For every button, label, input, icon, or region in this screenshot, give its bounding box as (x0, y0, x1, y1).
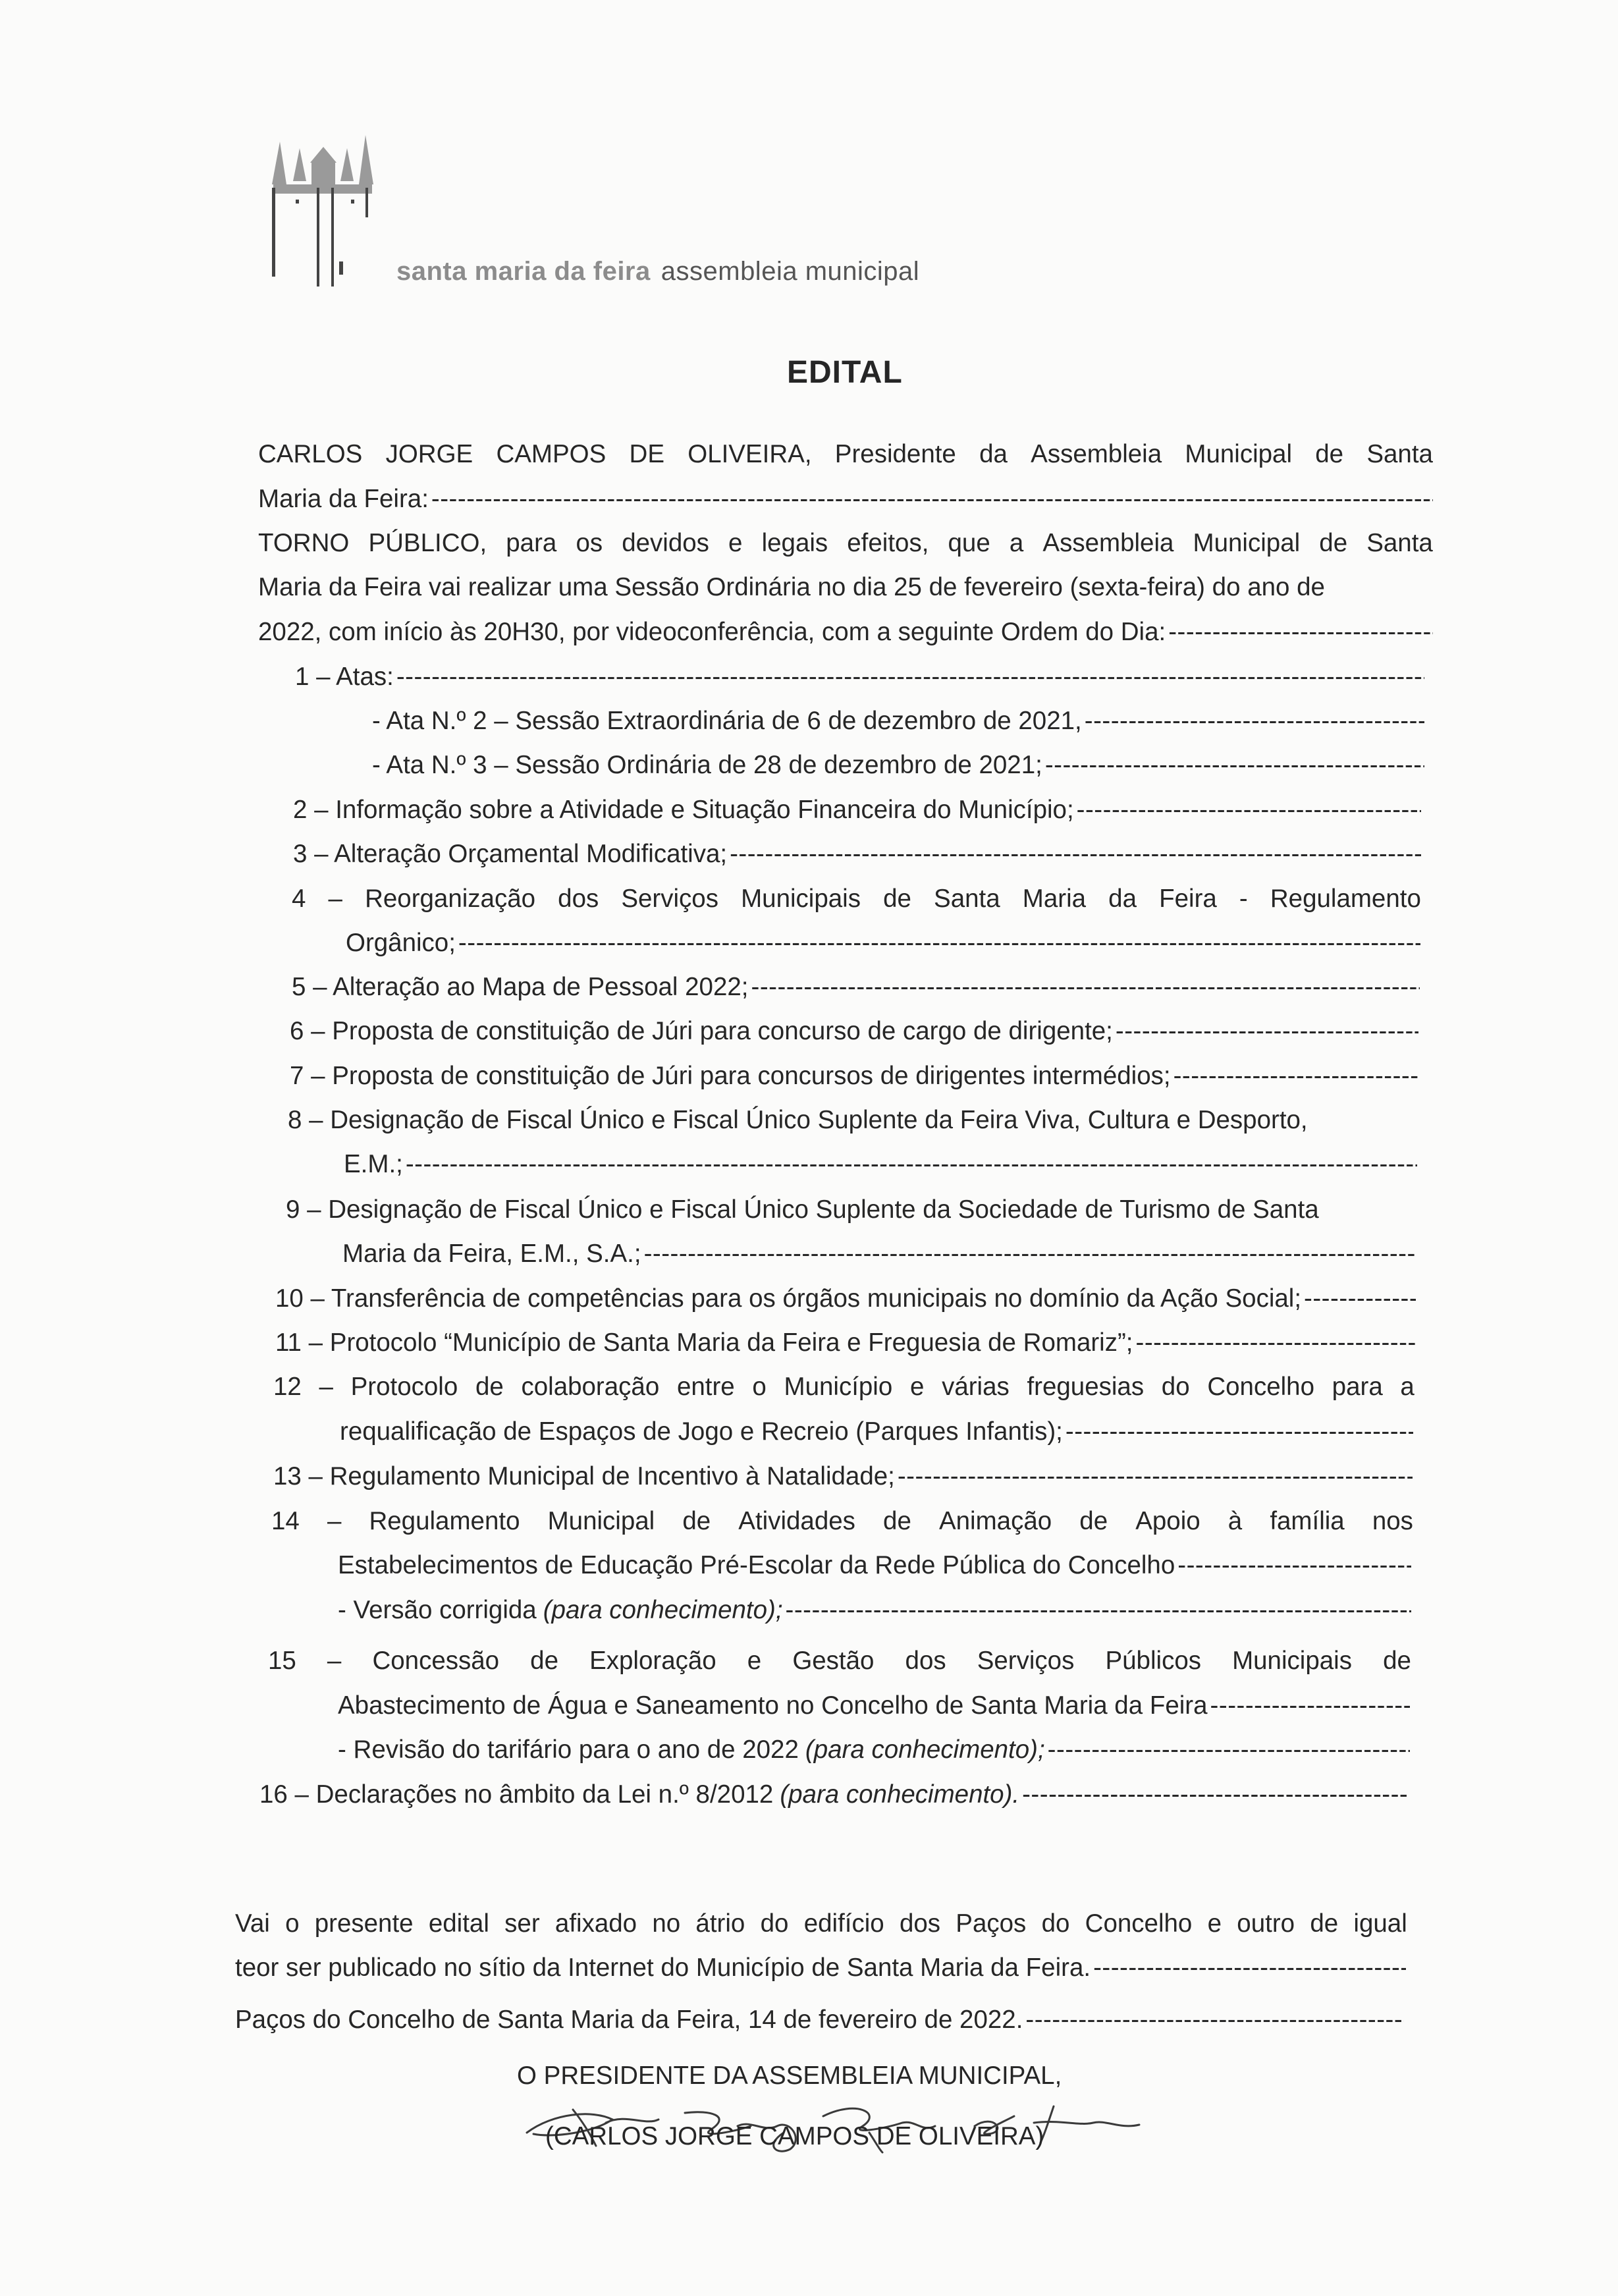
agenda-item-12-word: Município (784, 1373, 893, 1401)
intro-line-1-word: Assembleia (1031, 440, 1162, 468)
dash-leader (1177, 1549, 1411, 1582)
agenda-item-16 (259, 1778, 1409, 1811)
closing-line-1-word: Concelho (1085, 1909, 1193, 1938)
agenda-item-14-word: Animação (938, 1507, 1052, 1535)
agenda-item-10 (275, 1282, 1416, 1315)
intro-line-1-word: DE (629, 440, 665, 468)
agenda-item-15-word: Serviços (977, 1647, 1075, 1675)
closing-line-1-word: de (1310, 1909, 1339, 1938)
intro-line-3-word: para (506, 529, 557, 557)
intro-line-1-word: CARLOS (258, 440, 363, 468)
agenda-item-4-word: Feira (1159, 885, 1217, 913)
agenda-item-12-word: Protocolo (350, 1373, 458, 1401)
agenda-item-14-word: 14 (271, 1507, 300, 1535)
agenda-item-12-word: colaboração (521, 1373, 660, 1401)
closing-line-1-word: o (285, 1909, 300, 1938)
intro-line-4-text: Maria da Feira vai realizar uma Sessão Ordinária no dia 25 de fevereiro (sexta-feira) do ano de (258, 573, 1325, 601)
agenda-item-15-cont (338, 1689, 1410, 1722)
agenda-item-14-word: Regulamento (369, 1507, 520, 1535)
agenda-item-4-word: da (1108, 885, 1137, 913)
signatory-name: (CARLOS JORGE CAMPOS DE OLIVEIRA) (545, 2122, 1044, 2150)
dash-leader (1136, 1326, 1416, 1359)
dash-leader (730, 838, 1421, 871)
agenda-item-14-word: – (327, 1507, 342, 1535)
agenda-item-1-sub-1 (372, 705, 1424, 738)
agenda-item-14 (271, 1505, 1413, 1538)
closing-line-1-word: átrio (695, 1909, 745, 1938)
agenda-item-3-text: 3 – Alteração Orçamental Modificativa; (293, 840, 728, 868)
agenda-item-14-word: de (883, 1507, 911, 1535)
dash-leader (1093, 1952, 1406, 1984)
intro-line-3-word: legais (761, 529, 828, 557)
closing-line-1-word: Paços (956, 1909, 1027, 1938)
org-name-body: assembleia municipal (661, 257, 920, 286)
agenda-item-14-word: Atividades (738, 1507, 855, 1535)
intro-line-3-word: PÚBLICO, (368, 529, 487, 557)
agenda-item-14-word: nos (1372, 1507, 1413, 1535)
intro-line-3-word: os (576, 529, 603, 557)
org-name-city: santa maria da feira (396, 257, 651, 286)
agenda-item-12-cont (340, 1415, 1413, 1448)
intro-line-3 (258, 527, 1433, 560)
agenda-item-4-word: Regulamento (1270, 885, 1421, 913)
dash-leader (1168, 616, 1433, 649)
agenda-item-1 (295, 661, 1424, 694)
agenda-item-15-sub-text: - Revisão do tarifário para o ano de 2022 (338, 1736, 799, 1764)
agenda-item-14-word: de (682, 1507, 711, 1535)
signature-role: O PRESIDENTE DA ASSEMBLEIA MUNICIPAL, (517, 2062, 1062, 2090)
dash-leader (1173, 1060, 1418, 1093)
closing-line-1-word: igual (1353, 1909, 1407, 1938)
closing-line-1-word: Vai (235, 1909, 270, 1938)
intro-line-2-text: Maria da Feira: (258, 485, 429, 513)
intro-line-3-word: efeitos, (847, 529, 929, 557)
agenda-item-15-word: Gestão (792, 1647, 875, 1675)
agenda-item-11 (275, 1326, 1416, 1359)
agenda-item-8-cont-text: E.M.; (344, 1150, 403, 1178)
agenda-item-4-word: Serviços (621, 885, 718, 913)
intro-line-1-word: OLIVEIRA, (688, 440, 812, 468)
agenda-item-16-note: (para conhecimento). (780, 1780, 1020, 1809)
agenda-item-7 (290, 1060, 1418, 1093)
agenda-item-12-word: 12 (273, 1373, 302, 1401)
agenda-item-14-cont (338, 1549, 1411, 1582)
intro-line-1-word: Presidente (834, 440, 956, 468)
agenda-item-15-sub (338, 1734, 1410, 1766)
agenda-item-4-word: Municipais (741, 885, 861, 913)
intro-line-3-word: TORNO (258, 529, 350, 557)
intro-line-1 (258, 438, 1433, 471)
agenda-item-4-word: Reorganização (365, 885, 536, 913)
agenda-item-4-word: 4 (292, 885, 306, 913)
agenda-item-15-cont-text: Abastecimento de Água e Saneamento no Concelho de Santa Maria da Feira (338, 1691, 1208, 1720)
agenda-item-15-word: – (327, 1647, 342, 1675)
intro-line-3-word: Santa (1366, 529, 1433, 557)
agenda-item-15-sub-note: (para conhecimento); (805, 1736, 1045, 1764)
agenda-item-10-text: 10 – Transferência de competências para os órgãos municipais no domínio da Ação Social; (275, 1284, 1302, 1313)
dash-leader (786, 1594, 1411, 1627)
dash-leader (396, 661, 1424, 694)
agenda-item-15-word: Municipais (1232, 1647, 1352, 1675)
agenda-item-13 (273, 1460, 1413, 1493)
intro-line-4 (258, 571, 1433, 604)
agenda-item-12-word: do (1161, 1373, 1190, 1401)
closing-line-1-word: do (1041, 1909, 1070, 1938)
agenda-item-12-word: a (1400, 1373, 1415, 1401)
intro-line-1-word: JORGE (385, 440, 473, 468)
agenda-item-12-word: para (1332, 1373, 1383, 1401)
dash-leader (1077, 794, 1421, 827)
agenda-item-9-cont (342, 1238, 1416, 1271)
agenda-item-14-sub-note: (para conhecimento); (543, 1596, 783, 1624)
dash-leader (1116, 1015, 1418, 1048)
closing-line-1-word: ser (504, 1909, 540, 1938)
intro-line-5-text: 2022, com início às 20H30, por videoconferência, com a seguinte Ordem do Dia: (258, 618, 1166, 646)
dash-leader (458, 927, 1420, 960)
intro-line-3-word: a (1009, 529, 1024, 557)
closing-line-1-word: presente (314, 1909, 414, 1938)
agenda-item-12-word: o (752, 1373, 767, 1401)
intro-line-3-word: que (948, 529, 990, 557)
intro-line-1-word: de (1315, 440, 1344, 468)
dash-leader (1065, 1415, 1413, 1448)
closing-line-1-word: do (760, 1909, 789, 1938)
agenda-item-9-text: 9 – Designação de Fiscal Único e Fiscal Único Suplente da Sociedade de Turismo de Santa (286, 1195, 1319, 1224)
agenda-item-14-sub-text: - Versão corrigida (338, 1596, 537, 1624)
dash-leader (1045, 749, 1424, 782)
dash-leader (1022, 1778, 1409, 1811)
agenda-item-8-cont (344, 1148, 1417, 1181)
intro-line-5 (258, 616, 1433, 649)
agenda-item-6 (290, 1015, 1418, 1048)
agenda-item-5 (292, 971, 1420, 1004)
agenda-item-12-word: entre (676, 1373, 735, 1401)
agenda-item-15-word: Públicos (1105, 1647, 1201, 1675)
agenda-item-12-cont-text: requalificação de Espaços de Jogo e Recreio (Parques Infantis); (340, 1417, 1063, 1446)
agenda-item-1-sub-2-text: - Ata N.º 3 – Sessão Ordinária de 28 de dezembro de 2021; (372, 751, 1042, 779)
closing-line-1-word: outro (1237, 1909, 1295, 1938)
agenda-item-4 (292, 883, 1421, 916)
agenda-item-1-sub-1-text: - Ata N.º 2 – Sessão Extraordinária de 6 de dezembro de 2021, (372, 707, 1082, 735)
closing-line-1-word: no (652, 1909, 681, 1938)
agenda-item-7-text: 7 – Proposta de constituição de Júri para concursos de dirigentes intermédios; (290, 1062, 1171, 1090)
dash-leader (431, 483, 1433, 516)
closing-line-2-text: teor ser publicado no sítio da Internet do Município de Santa Maria da Feira. (235, 1954, 1091, 1982)
dash-leader (1025, 2004, 1404, 2036)
agenda-item-14-word: à (1227, 1507, 1243, 1535)
agenda-item-12-word: e (909, 1373, 925, 1401)
document-title: EDITAL (787, 355, 903, 390)
agenda-item-15-word: Exploração (589, 1647, 716, 1675)
agenda-item-15 (268, 1645, 1411, 1678)
agenda-item-4-word: Santa (934, 885, 1000, 913)
intro-line-3-word: Assembleia (1042, 529, 1174, 557)
dash-leader (406, 1148, 1417, 1181)
intro-line-3-word: Municipal (1193, 529, 1301, 557)
agenda-item-14-word: família (1270, 1507, 1345, 1535)
agenda-item-4-word: dos (558, 885, 599, 913)
agenda-item-4-cont (346, 927, 1420, 960)
agenda-item-12-word: Concelho (1207, 1373, 1314, 1401)
agenda-item-4-word: de (883, 885, 911, 913)
closing-place-date (235, 2004, 1404, 2036)
intro-line-1-word: da (979, 440, 1008, 468)
agenda-item-16-text: 16 – Declarações no âmbito da Lei n.º 8/2012 (259, 1780, 774, 1809)
intro-line-3-word: devidos (622, 529, 709, 557)
agenda-item-4-word: Maria (1022, 885, 1087, 913)
place-date-text: Paços do Concelho de Santa Maria da Feira, 14 de fevereiro de 2022. (235, 2006, 1023, 2034)
intro-line-2 (258, 483, 1433, 516)
dash-leader (751, 971, 1420, 1004)
agenda-item-12-word: várias (942, 1373, 1010, 1401)
agenda-item-12 (273, 1371, 1415, 1404)
agenda-item-6-text: 6 – Proposta de constituição de Júri para concurso de cargo de dirigente; (290, 1017, 1113, 1045)
closing-line-1-word: afixado (554, 1909, 637, 1938)
closing-line-2 (235, 1952, 1406, 1984)
intro-line-1-word: Municipal (1185, 440, 1293, 468)
agenda-item-12-word: – (319, 1373, 333, 1401)
dash-leader (1085, 705, 1424, 738)
agenda-item-9 (286, 1193, 1417, 1226)
dash-leader (898, 1460, 1413, 1493)
agenda-item-15-word: de (530, 1647, 558, 1675)
closing-line-1 (235, 1907, 1407, 1940)
intro-line-3-word: e (728, 529, 743, 557)
closing-line-1-word: dos (899, 1909, 941, 1938)
agenda-item-13-text: 13 – Regulamento Municipal de Incentivo à Natalidade; (273, 1462, 895, 1490)
agenda-item-14-word: Municipal (547, 1507, 655, 1535)
agenda-item-3 (293, 838, 1421, 871)
agenda-item-9-cont-text: Maria da Feira, E.M., S.A.; (342, 1240, 641, 1268)
agenda-item-14-cont-text: Estabelecimentos de Educação Pré-Escolar da Rede Pública do Concelho (338, 1551, 1175, 1579)
agenda-item-15-word: dos (905, 1647, 946, 1675)
agenda-item-4-word: - (1239, 885, 1248, 913)
agenda-item-4-cont-text: Orgânico; (346, 929, 456, 957)
municipal-logo (267, 122, 398, 287)
closing-line-1-word: edital (428, 1909, 489, 1938)
dash-leader (1048, 1734, 1410, 1766)
intro-line-1-word: Santa (1366, 440, 1433, 468)
agenda-item-12-word: de (475, 1373, 504, 1401)
agenda-item-1-text: 1 – Atas: (295, 663, 394, 691)
agenda-item-14-word: de (1079, 1507, 1108, 1535)
agenda-item-5-text: 5 – Alteração ao Mapa de Pessoal 2022; (292, 973, 749, 1001)
org-name (396, 257, 919, 287)
agenda-item-1-sub-2 (372, 749, 1424, 782)
agenda-item-8-text: 8 – Designação de Fiscal Único e Fiscal Único Suplente da Feira Viva, Cultura e Desporto, (288, 1106, 1308, 1134)
dash-leader (1304, 1282, 1416, 1315)
dash-leader (644, 1238, 1416, 1271)
agenda-item-2-text: 2 – Informação sobre a Atividade e Situação Financeira do Município; (293, 796, 1074, 824)
closing-line-1-word: edifício (803, 1909, 884, 1938)
agenda-item-15-word: de (1383, 1647, 1411, 1675)
agenda-item-4-word: – (328, 885, 342, 913)
intro-line-3-word: de (1319, 529, 1348, 557)
closing-line-1-word: e (1207, 1909, 1222, 1938)
agenda-item-14-word: Apoio (1135, 1507, 1200, 1535)
agenda-item-15-word: e (747, 1647, 762, 1675)
agenda-item-12-word: freguesias (1027, 1373, 1145, 1401)
agenda-item-15-word: 15 (268, 1647, 296, 1675)
agenda-item-2 (293, 794, 1421, 827)
agenda-item-15-word: Concessão (372, 1647, 500, 1675)
agenda-item-8 (288, 1104, 1418, 1137)
dash-leader (1210, 1689, 1410, 1722)
intro-line-1-word: CAMPOS (496, 440, 607, 468)
agenda-item-11-text: 11 – Protocolo “Município de Santa Maria da Feira e Freguesia de Romariz”; (275, 1328, 1133, 1357)
agenda-item-14-sub (338, 1594, 1411, 1627)
